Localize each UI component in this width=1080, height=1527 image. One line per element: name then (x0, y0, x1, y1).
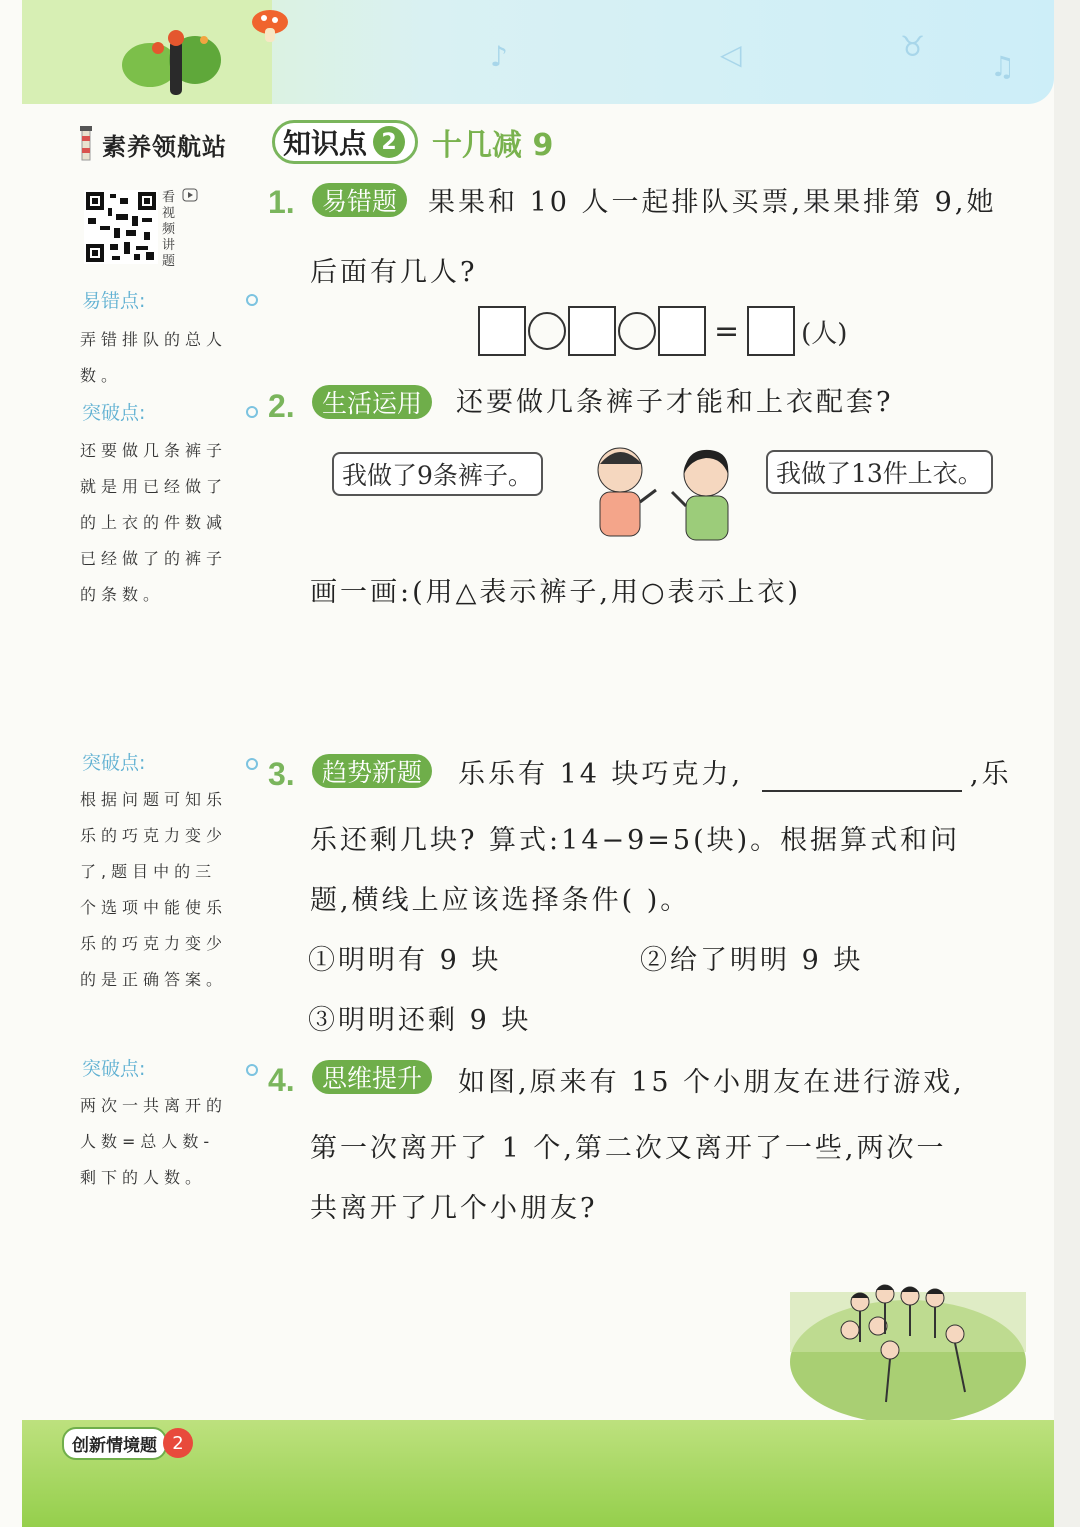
mushroom-icon (248, 4, 292, 48)
speech-bubble-right: 我做了13件上衣。 (766, 450, 993, 494)
equals-sign: = (714, 313, 740, 349)
sidebar-text-2: 还要做几条裤子就是用已经做了的上衣的件数减已经做了的裤子的条数。 (80, 441, 228, 604)
page-edge (1054, 0, 1080, 1527)
question-3-option-3[interactable]: ③明明还剩 9 块 (308, 1005, 532, 1036)
sidebar-head-1: 易错点: (82, 290, 146, 312)
sidebar-text-1: 弄错排队的总人数。 (80, 330, 228, 385)
deco-music-icon: ♫ (990, 50, 1016, 83)
answer-equation (478, 306, 847, 356)
qr-note: 看视频讲题 (162, 190, 176, 269)
lighthouse-icon (76, 126, 96, 162)
answer-box[interactable] (747, 306, 795, 356)
answer-box[interactable] (568, 306, 616, 356)
operator-circle[interactable] (528, 312, 566, 350)
video-play-icon[interactable] (182, 188, 198, 202)
question-4-line-2: 第一次离开了 1 个,第二次又离开了一些,两次一 (310, 1133, 947, 1164)
sidebar-text-3: 根据问题可知乐乐的巧克力变少了,题目中的三个选项中能使乐乐的巧克力变少的是正确答案。 (80, 790, 228, 989)
knowledge-point-label-text: 知识点 (283, 127, 368, 160)
sidebar-text-4: 两次一共离开的人数=总人数-剩下的人数。 (80, 1096, 228, 1187)
sidebar-head-4: 突破点: (82, 1058, 146, 1080)
answer-box[interactable] (478, 306, 526, 356)
question-2-draw-instruction: 画一画:(用△表示裤子,用○表示上衣) (310, 577, 802, 608)
knowledge-point-number: 2 (373, 126, 405, 158)
page-number: 2 (163, 1428, 193, 1458)
answer-unit: (人) (801, 318, 848, 349)
knowledge-point-label (272, 120, 418, 164)
knowledge-point-title: 十几减 9 (432, 128, 554, 163)
question-1-tag: 易错题 (312, 183, 407, 217)
question-4-tag: 思维提升 (312, 1060, 432, 1094)
speech-bubble-left: 我做了9条裤子。 (332, 452, 543, 496)
question-4-line-1: 如图,原来有 15 个小朋友在进行游戏, (458, 1067, 965, 1098)
question-3-tag: 趋势新题 (312, 754, 432, 788)
deco-triangle-icon: ◁ (720, 38, 742, 71)
operator-circle[interactable] (618, 312, 656, 350)
nav-label (76, 124, 227, 164)
knowledge-point-header (272, 120, 553, 164)
sidebar-head-2: 突破点: (82, 402, 146, 424)
answer-box[interactable] (658, 306, 706, 356)
footer-badge (62, 1426, 193, 1460)
bullet-dot-icon (246, 1064, 258, 1076)
sidebar-head-3: 突破点: (82, 752, 146, 774)
fill-blank-line[interactable] (762, 790, 962, 792)
nav-label-text: 素养领航站 (102, 132, 227, 161)
deco-rabbit-icon: ♉ (900, 30, 926, 63)
question-1-line-1: 果果和 10 人一起排队买票,果果排第 9,她 (428, 187, 997, 218)
question-3-line-3: 题,横线上应该选择条件( )。 (310, 885, 691, 916)
question-3-option-2[interactable]: ②给了明明 9 块 (640, 945, 864, 976)
question-3-number: 3. (268, 756, 295, 792)
question-1-line-2: 后面有几人? (310, 257, 478, 288)
question-4-number: 4. (268, 1062, 295, 1098)
footer-label: 创新情境题 (62, 1427, 167, 1460)
plant-decoration-icon (120, 10, 230, 100)
bullet-dot-icon (246, 294, 258, 306)
question-3-option-1[interactable]: ①明明有 9 块 (308, 945, 502, 976)
question-2-line-1: 还要做几条裤子才能和上衣配套? (456, 387, 894, 418)
question-3-line-1b: ,乐 (970, 759, 1012, 790)
bullet-dot-icon (246, 406, 258, 418)
woman-illustration-icon (666, 444, 746, 544)
grandma-illustration-icon (586, 440, 666, 540)
children-playing-illustration-icon (790, 1262, 1026, 1422)
question-1-number: 1. (268, 184, 295, 220)
bullet-dot-icon (246, 758, 258, 770)
question-3-line-1a: 乐乐有 14 块巧克力, (458, 759, 744, 790)
deco-note-icon: ♪ (490, 40, 508, 73)
question-2-tag: 生活运用 (312, 385, 432, 419)
question-4-line-3: 共离开了几个小朋友? (310, 1193, 598, 1224)
question-3-line-2: 乐还剩几块? 算式:14−9=5(块)。根据算式和问 (310, 825, 961, 856)
qr-code-icon[interactable] (84, 190, 158, 264)
question-2-number: 2. (268, 388, 295, 424)
